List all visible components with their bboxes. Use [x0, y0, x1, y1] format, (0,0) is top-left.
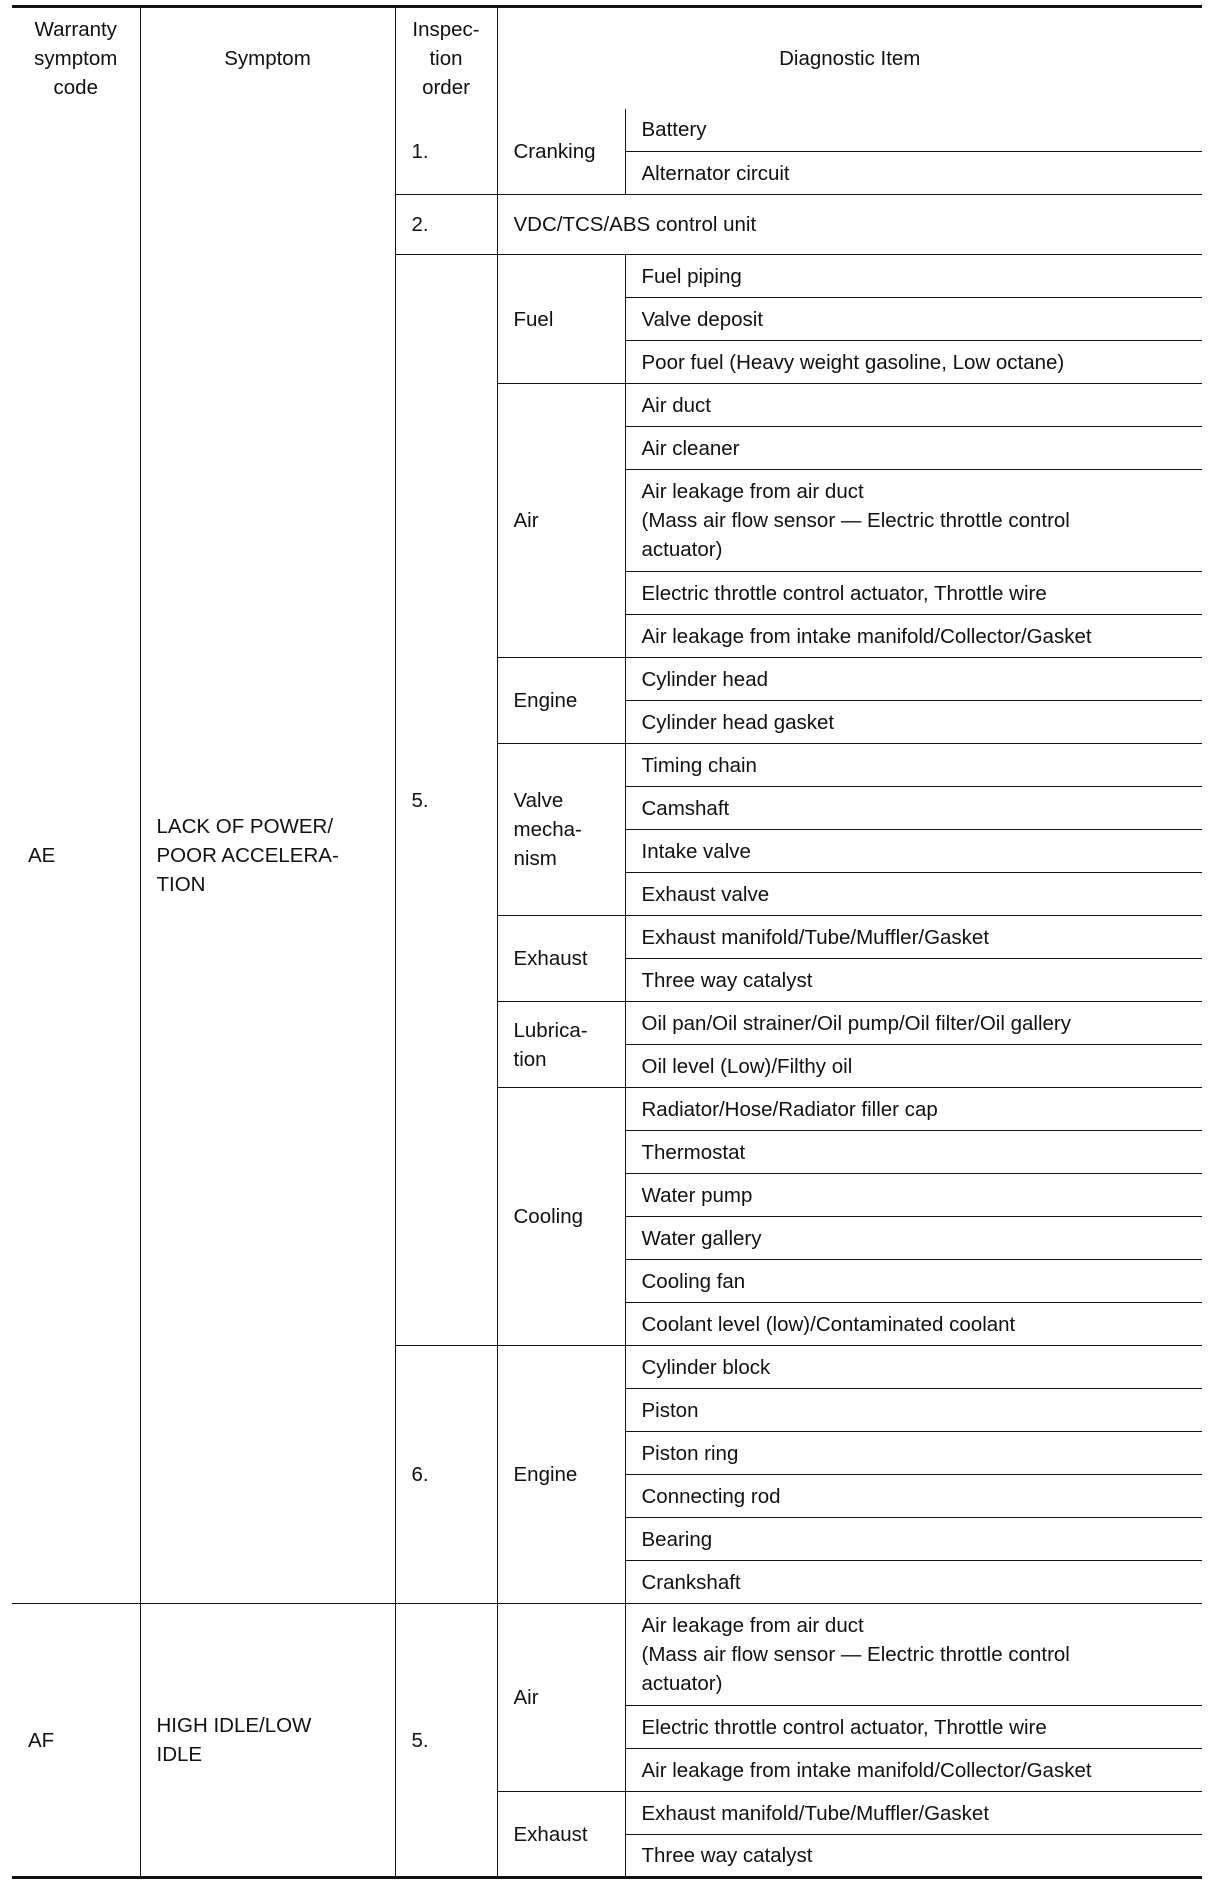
table-body	[12, 109, 1202, 1878]
diagnostic-item-cell: Electric throttle control actuator, Throttle wire	[625, 572, 1202, 615]
diagnostic-table	[12, 5, 1202, 1879]
diagnostic-item-cell: Bearing	[625, 1518, 1202, 1561]
category-cell: Valve mecha- nism	[497, 744, 625, 916]
category-cell: Engine	[497, 658, 625, 744]
category-cell: Fuel	[497, 255, 625, 384]
diagnostic-item-cell: Air leakage from intake manifold/Collector/Gasket	[625, 615, 1202, 658]
warranty-code-cell: AF	[12, 1604, 140, 1878]
table-row	[12, 109, 1202, 152]
diagnostic-item-cell: Crankshaft	[625, 1561, 1202, 1604]
diagnostic-item-cell: Camshaft	[625, 787, 1202, 830]
diagnostic-item-cell: Cylinder head gasket	[625, 701, 1202, 744]
diagnostic-item-cell: Battery	[625, 109, 1202, 152]
symptom-cell: HIGH IDLE/LOW IDLE	[140, 1604, 395, 1878]
diagnostic-item-cell: Timing chain	[625, 744, 1202, 787]
diagnostic-item-cell: Piston	[625, 1389, 1202, 1432]
diagnostic-item-cell: Exhaust valve	[625, 873, 1202, 916]
category-cell: Cooling	[497, 1088, 625, 1346]
category-cell: Engine	[497, 1346, 625, 1604]
diagnostic-item-cell: Water pump	[625, 1174, 1202, 1217]
diagnostic-item-cell: Air leakage from air duct (Mass air flow sensor — Electric throttle control actuator)	[625, 470, 1202, 572]
diagnostic-item-cell: Air leakage from air duct (Mass air flow sensor — Electric throttle control actuator)	[625, 1604, 1202, 1706]
header-warranty-code: Warranty symptom code	[12, 7, 140, 109]
diagnostic-item-cell: Water gallery	[625, 1217, 1202, 1260]
category-cell: Lubrica- tion	[497, 1002, 625, 1088]
diagnostic-item-cell: Cylinder head	[625, 658, 1202, 701]
diagnostic-item-cell: Poor fuel (Heavy weight gasoline, Low octane)	[625, 341, 1202, 384]
header-symptom: Symptom	[140, 7, 395, 109]
diagnostic-item-cell: Intake valve	[625, 830, 1202, 873]
inspection-order-cell: 5.	[395, 1604, 497, 1878]
inspection-order-cell: 6.	[395, 1346, 497, 1604]
header-diagnostic-item: Diagnostic Item	[497, 7, 1202, 109]
symptom-cell: LACK OF POWER/ POOR ACCELERA- TION	[140, 109, 395, 1604]
diagnostic-item-cell: Exhaust manifold/Tube/Muffler/Gasket	[625, 1792, 1202, 1835]
diagnostic-item-cell: Coolant level (low)/Contaminated coolant	[625, 1303, 1202, 1346]
category-cell: Air	[497, 1604, 625, 1792]
diagnostic-item-cell: Cooling fan	[625, 1260, 1202, 1303]
warranty-code-cell: AE	[12, 109, 140, 1604]
diagnostic-item-cell: Air duct	[625, 384, 1202, 427]
inspection-order-cell: 5.	[395, 255, 497, 1346]
diagnostic-item-cell: Oil pan/Oil strainer/Oil pump/Oil filter/Oil gallery	[625, 1002, 1202, 1045]
diagnostic-item-cell: Electric throttle control actuator, Throttle wire	[625, 1706, 1202, 1749]
category-cell: Cranking	[497, 109, 625, 195]
category-cell: Exhaust	[497, 916, 625, 1002]
diagnostic-item-cell: Three way catalyst	[625, 959, 1202, 1002]
diagnostic-item-cell: Air cleaner	[625, 427, 1202, 470]
diagnostic-item-cell: VDC/TCS/ABS control unit	[497, 195, 1202, 255]
diagnostic-item-cell: Air leakage from intake manifold/Collector/Gasket	[625, 1749, 1202, 1792]
diagnostic-item-cell: Oil level (Low)/Filthy oil	[625, 1045, 1202, 1088]
diagnostic-item-cell: Thermostat	[625, 1131, 1202, 1174]
diagnostic-item-cell: Cylinder block	[625, 1346, 1202, 1389]
diagnostic-item-cell: Valve deposit	[625, 298, 1202, 341]
category-cell: Air	[497, 384, 625, 658]
diagnostic-item-cell: Exhaust manifold/Tube/Muffler/Gasket	[625, 916, 1202, 959]
diagnostic-item-cell: Connecting rod	[625, 1475, 1202, 1518]
diagnostic-item-cell: Three way catalyst	[625, 1835, 1202, 1878]
inspection-order-cell: 2.	[395, 195, 497, 255]
header-row	[12, 7, 1202, 109]
diagnostic-item-cell: Fuel piping	[625, 255, 1202, 298]
table-row	[12, 1604, 1202, 1706]
diagnostic-item-cell: Radiator/Hose/Radiator filler cap	[625, 1088, 1202, 1131]
category-cell: Exhaust	[497, 1792, 625, 1878]
inspection-order-cell: 1.	[395, 109, 497, 195]
header-inspection-order: Inspec- tion order	[395, 7, 497, 109]
diagnostic-item-cell: Piston ring	[625, 1432, 1202, 1475]
diagnostic-item-cell: Alternator circuit	[625, 152, 1202, 195]
